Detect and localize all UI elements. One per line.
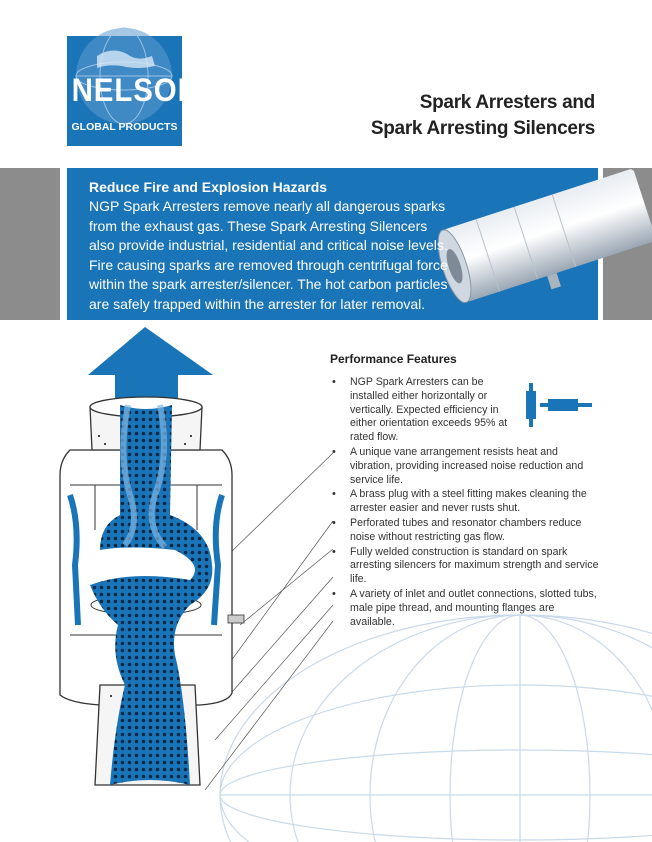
globe-background xyxy=(220,615,652,842)
logo-subtitle: GLOBAL PRODUCTS xyxy=(71,121,178,133)
logo-wordmark: NELSON xyxy=(71,72,200,108)
hero-text xyxy=(89,178,449,315)
list-item: • A brass plug with a steel fitting makes cleaning the arrester easier and never rusts shut. xyxy=(330,488,600,516)
hero-body: NGP Spark Arresters remove nearly all dangerous sparks from the exhaust gas. These Spark Arresting Silencers also provide industrial, residential and critical noise levels. Fire causing sparks are removed through centrifugal force within the spark arrester/silencer. The hot carbon particles are safely trapped within the arrester for later removal. xyxy=(89,198,448,312)
performance-features xyxy=(330,352,600,630)
list-item: • A unique vane arrangement resists heat and vibration, providing increased noise reduction and service life. xyxy=(330,446,600,487)
nelson-logo xyxy=(67,36,200,146)
page-title xyxy=(371,90,595,142)
features-list xyxy=(330,376,600,629)
features-heading: Performance Features xyxy=(330,352,457,366)
title-line-2: Spark Arresting Silencers xyxy=(370,118,595,139)
gray-bar-left xyxy=(0,168,60,320)
list-item: • Fully welded construction is standard on spark arresting silencers for maximum strength and service life. xyxy=(330,546,600,587)
list-item: • NGP Spark Arresters can be installed either horizontally or vertically. Expected efficiency in either orientation exceeds 95% at rated flow. xyxy=(330,376,520,445)
list-item: • Perforated tubes and resonator chambers reduce noise without restricting gas flow. xyxy=(330,517,600,545)
list-item: • A variety of inlet and outlet connections, slotted tubs, male pipe thread, and mounting flanges are available. xyxy=(330,588,600,629)
hero-heading: Reduce Fire and Explosion Hazards xyxy=(89,179,328,195)
hero-band xyxy=(67,168,598,320)
title-line-1: Spark Arresters and xyxy=(419,92,595,113)
